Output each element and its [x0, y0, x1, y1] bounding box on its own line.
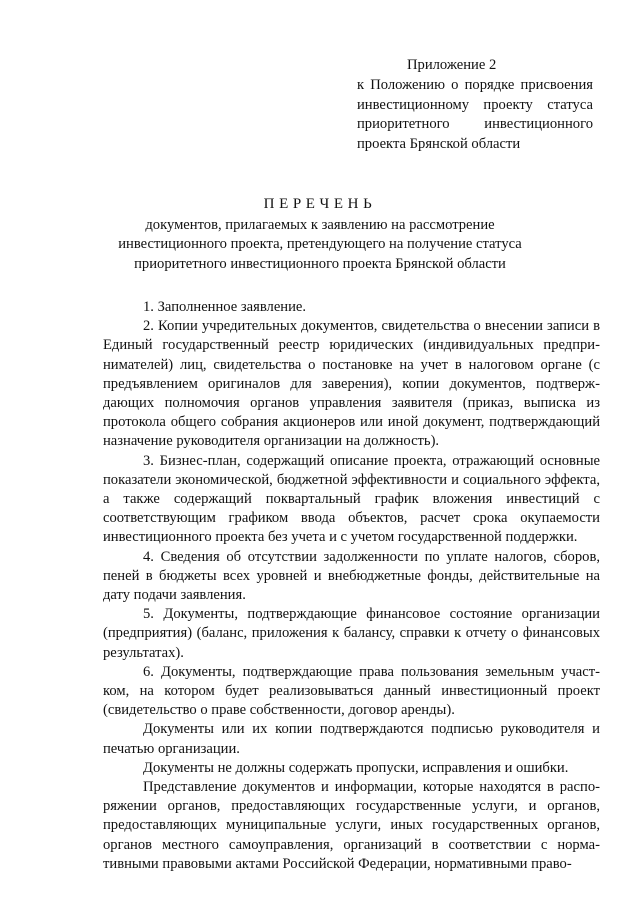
paragraph-item-4: 4. Сведения об отсутствии задолженности по уплате налогов, сборов, пеней в бюджеты всех уровней и внебюджетные фонды, действительные на дату подачи заявления. — [103, 548, 600, 604]
appendix-block — [357, 56, 593, 154]
paragraph-signature-note: Документы или их копии подтверждаются подписью руководителя и печатью организации. — [103, 721, 600, 757]
heading-subtitle: документов, прилагаемых к заявлению на рассмотрение инвестиционного проекта, претендующего на получение статуса приоритетного инвестиционного проекта Брянской области — [118, 216, 522, 272]
paragraph-item-5: 5. Документы, подтверждающие финансовое состояние организации (предприятия) (баланс, приложения к балансу, справки к отчету о финансовых результатах). — [103, 606, 600, 661]
paragraph-submission-note: Представление документов и информации, которые находятся в распоряжении органов, предоставляющих государственные услуги, и органов, предоставляющих муниципальные услуги, иных государственных органов, органов местного самоуправления, организаций в соответствии с нормативными правовыми актами Российской Федерации, нормативными право- — [103, 779, 600, 872]
paragraph-item-1: 1. Заполненное заявление. — [143, 299, 307, 315]
appendix-reference: к Положению о порядке присвоения инвестиционному проекту статуса приоритетного инвестиционного проекта Брянской области — [357, 77, 593, 152]
appendix-title: Приложение 2 — [407, 57, 497, 73]
paragraph-item-6: 6. Документы, подтверждающие права пользования земельным участком, на котором будет реализовываться данный инвестиционный проект (свидетельство о праве собственности, договор аренды). — [103, 663, 600, 719]
document-heading — [100, 195, 540, 274]
paragraph-item-3: 3. Бизнес-план, содержащий описание проекта, отражающий основные показатели экономической, бюджетной эффективности и социального эффекта, а также содержащий поквартальный график вложения инвестиций с соответствующим графиком ввода объектов, расчет срока окупаемости инвестиционного проекта без учета и с учетом государственной поддержки. — [103, 452, 600, 546]
paragraph-errors-note: Документы не должны содержать пропуски, исправления и ошибки. — [143, 759, 569, 776]
heading-title: ПЕРЕЧЕНЬ — [263, 196, 377, 212]
document-body — [103, 298, 600, 874]
paragraph-item-2: 2. Копии учредительных документов, свидетельства о внесении записи в Единый государственный реестр юридических (индивидуальных предпринимателей) лиц, свидетельства о постановке на учет в налоговом органе (с предъявлением оригиналов для заверения), копии документов, подтверждающих полномочия органов управления заявителя (приказ, выписка из протокола общего собрания акционеров или иной документ, подтверждающий назначение руководителя организации на должность). — [103, 318, 600, 450]
